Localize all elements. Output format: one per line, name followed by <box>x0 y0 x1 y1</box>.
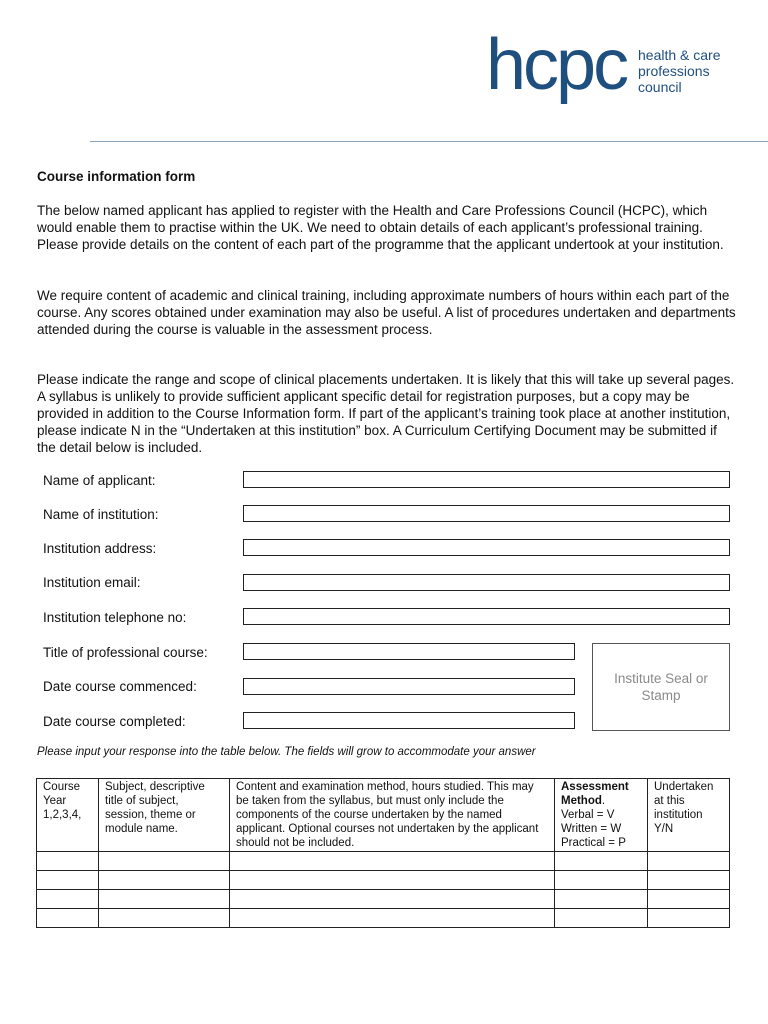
table-row <box>37 909 730 928</box>
intro-paragraph-2: We require content of academic and clinical training, including approximate numbers of hours within each part of the course. Any scores obtained under examination may also be useful. A list of procedures undertaken and departments attended during the course is valuable in the assessment process. <box>37 288 736 337</box>
table-cell[interactable] <box>99 909 230 928</box>
institution-phone-input[interactable] <box>244 611 729 626</box>
header-undertaken-line-1: Undertaken <box>654 781 714 793</box>
institution-email-input[interactable] <box>244 577 729 592</box>
header-year-line-3: 1,2,3,4, <box>43 809 82 821</box>
institution-phone-label: Institution telephone no: <box>43 610 187 625</box>
date-commenced-field[interactable] <box>243 678 575 695</box>
seal-line-1: Institute Seal or <box>614 671 708 686</box>
table-cell[interactable] <box>37 909 99 928</box>
seal-line-2: Stamp <box>641 688 681 703</box>
table-row <box>37 890 730 909</box>
institution-email-field[interactable] <box>243 574 730 591</box>
course-title-input[interactable] <box>244 646 574 661</box>
header-year-line-2: Year <box>43 795 67 807</box>
header-year-line-1: Course <box>43 781 81 793</box>
assessment-title: Assessment Method <box>561 781 629 807</box>
table-cell[interactable] <box>99 871 230 890</box>
intro-paragraph-1: The below named applicant has applied to register with the Health and Care Professions Council (HCPC), which would enable them to practise within the UK. We need to obtain details of each applicant’s professional training. Please provide details on the content of each part of the programme that the applicant undertook at your institution. <box>37 203 724 252</box>
date-commenced-label: Date course commenced: <box>43 679 197 694</box>
logo-text <box>638 47 721 95</box>
logo-line-1: health & care <box>638 47 721 63</box>
header-undertaken-line-2: at this <box>654 795 685 807</box>
table-cell[interactable] <box>37 890 99 909</box>
institution-name-input[interactable] <box>244 508 729 523</box>
institution-address-label: Institution address: <box>43 541 157 556</box>
table-cell[interactable] <box>99 852 230 871</box>
logo-mark: hcpc <box>486 25 627 105</box>
table-header-row <box>37 779 730 852</box>
header-course-year <box>37 779 99 852</box>
institution-name-label: Name of institution: <box>43 507 159 522</box>
assessment-verbal: Verbal = V <box>561 809 615 821</box>
header-assessment-method <box>555 779 648 852</box>
table-cell[interactable] <box>648 909 730 928</box>
table-cell[interactable] <box>230 852 555 871</box>
header-undertaken <box>648 779 730 852</box>
date-commenced-input[interactable] <box>244 681 574 696</box>
table-cell[interactable] <box>555 871 648 890</box>
header-divider <box>90 141 768 142</box>
table-cell[interactable] <box>555 890 648 909</box>
table-row <box>37 871 730 890</box>
institute-seal-box <box>592 643 730 731</box>
table-cell[interactable] <box>230 890 555 909</box>
course-details-table <box>36 778 730 928</box>
institution-address-input[interactable] <box>244 542 729 557</box>
intro-paragraph-3: Please indicate the range and scope of clinical placements undertaken. It is likely that this will take up several pages. A syllabus is unlikely to provide sufficient applicant specific detail for registration purposes, but a copy may be provided in addition to the Course Information form. If part of the applicant’s training took place at another institution, please indicate N in the “Undertaken at this institution” box. A Curriculum Certifying Document may be submitted if the detail below is included. <box>37 372 735 455</box>
header-subject: Subject, descriptive title of subject, session, theme or module name. <box>99 779 230 852</box>
assessment-written: Written = W <box>561 823 622 835</box>
table-cell[interactable] <box>99 890 230 909</box>
table-instruction-note: Please input your response into the table below. The fields will grow to accommodate your answer <box>37 746 536 758</box>
table-cell[interactable] <box>230 871 555 890</box>
logo-line-3: council <box>638 79 682 95</box>
institution-phone-field[interactable] <box>243 608 730 625</box>
applicant-name-input[interactable] <box>244 474 729 489</box>
logo-line-2: professions <box>638 63 710 79</box>
table-cell[interactable] <box>648 871 730 890</box>
assessment-practical: Practical = P <box>561 837 626 849</box>
date-completed-field[interactable] <box>243 712 575 729</box>
table-cell[interactable] <box>648 890 730 909</box>
institution-address-field[interactable] <box>243 539 730 556</box>
table-cell[interactable] <box>648 852 730 871</box>
table-cell[interactable] <box>555 852 648 871</box>
institution-name-field[interactable] <box>243 505 730 522</box>
assessment-title-punct: . <box>601 795 606 807</box>
applicant-name-label: Name of applicant: <box>43 473 156 488</box>
applicant-name-field[interactable] <box>243 471 730 488</box>
header-undertaken-line-3: institution <box>654 809 703 821</box>
course-title-label: Title of professional course: <box>43 645 208 660</box>
date-completed-label: Date course completed: <box>43 714 186 729</box>
table-row <box>37 852 730 871</box>
table-cell[interactable] <box>555 909 648 928</box>
table-cell[interactable] <box>230 909 555 928</box>
form-title: Course information form <box>37 169 196 184</box>
course-title-field[interactable] <box>243 643 575 660</box>
date-completed-input[interactable] <box>244 715 574 730</box>
table-cell[interactable] <box>37 852 99 871</box>
header-content: Content and examination method, hours studied. This may be taken from the syllabus, but must only include the components of the course undertaken by the named applicant. Optional courses not undertaken by the applicant should not be included. <box>230 779 555 852</box>
institution-email-label: Institution email: <box>43 575 141 590</box>
table-cell[interactable] <box>37 871 99 890</box>
header-undertaken-line-4: Y/N <box>654 823 674 835</box>
